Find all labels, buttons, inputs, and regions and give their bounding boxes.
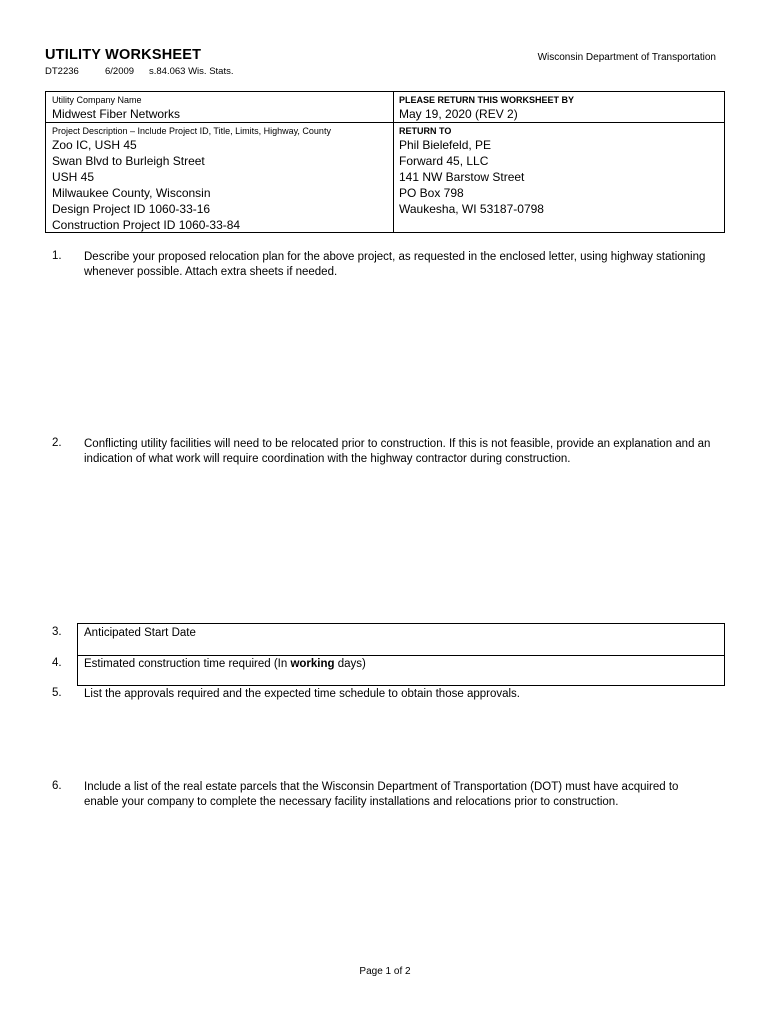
company-value[interactable]: Midwest Fiber Networks — [52, 107, 181, 121]
question-1-number: 1. — [52, 250, 62, 262]
question-2-text: Conflicting utility facilities will need to be relocated prior to construction. If this is not feasible, provide an explanation and an indication of what work will require coordination with the highway contractor during construction. — [84, 438, 711, 465]
return-to-label: RETURN TO — [399, 126, 452, 136]
form-info — [45, 66, 233, 77]
page-number: Page 1 of 2 — [359, 966, 411, 977]
project-line: Swan Blvd to Burleigh Street — [52, 154, 205, 168]
company-label: Utility Company Name — [52, 95, 142, 105]
row-divider — [46, 122, 724, 123]
form-date: 6/2009 — [105, 66, 135, 77]
question-4-number: 4. — [52, 657, 62, 669]
question-4-text-after: days) — [334, 658, 366, 670]
project-line: USH 45 — [52, 170, 95, 184]
question-2-number: 2. — [52, 437, 62, 449]
form-title: UTILITY WORKSHEET — [45, 47, 202, 63]
project-label: Project Description – Include Project ID, Title, Limits, Highway, County — [52, 126, 331, 136]
return-to-line: Phil Bielefeld, PE — [399, 138, 492, 152]
return-by-label: PLEASE RETURN THIS WORKSHEET BY — [399, 95, 575, 105]
return-to-line: 141 NW Barstow Street — [399, 170, 525, 184]
agency-name: Wisconsin Department of Transportation — [537, 52, 716, 63]
project-description[interactable] — [52, 137, 240, 233]
return-to-line: Waukesha, WI 53187-0798 — [399, 202, 544, 216]
question-5-text: List the approvals required and the expected time schedule to obtain those approvals. — [84, 688, 521, 700]
form-number: DT2236 — [45, 66, 79, 77]
question-3-text[interactable]: Anticipated Start Date — [84, 627, 196, 639]
statute: s.84.063 Wis. Stats. — [149, 66, 234, 77]
question-5-number: 5. — [52, 687, 62, 699]
question-4-text-before: Estimated construction time required (In — [84, 658, 291, 670]
column-divider — [393, 92, 394, 232]
question-3-number: 3. — [52, 626, 62, 638]
project-line: Milwaukee County, Wisconsin — [52, 186, 211, 200]
project-line: Construction Project ID 1060-33-84 — [52, 218, 241, 232]
question-6-text: Include a list of the real estate parcels that the Wisconsin Department of Transportation (DOT) must have acquired to enable your company to complete the necessary facility installations and relocations prior to construction. — [84, 781, 679, 808]
question-4-text-bold: working — [290, 658, 335, 670]
question-4-text[interactable] — [84, 657, 714, 672]
question-6-number: 6. — [52, 780, 62, 792]
return-by-value[interactable]: May 19, 2020 (REV 2) — [399, 107, 518, 121]
project-line: Design Project ID 1060-33-16 — [52, 202, 211, 216]
return-to-line: PO Box 798 — [399, 186, 464, 200]
return-to-address — [399, 137, 544, 217]
project-info-table — [45, 91, 725, 233]
project-line: Zoo IC, USH 45 — [52, 138, 137, 152]
question-1-text: Describe your proposed relocation plan for the above project, as requested in the enclosed letter, using highway stationing whenever possible. Attach extra sheets if needed. — [84, 251, 706, 278]
box-divider — [78, 655, 724, 656]
return-to-line: Forward 45, LLC — [399, 154, 489, 168]
